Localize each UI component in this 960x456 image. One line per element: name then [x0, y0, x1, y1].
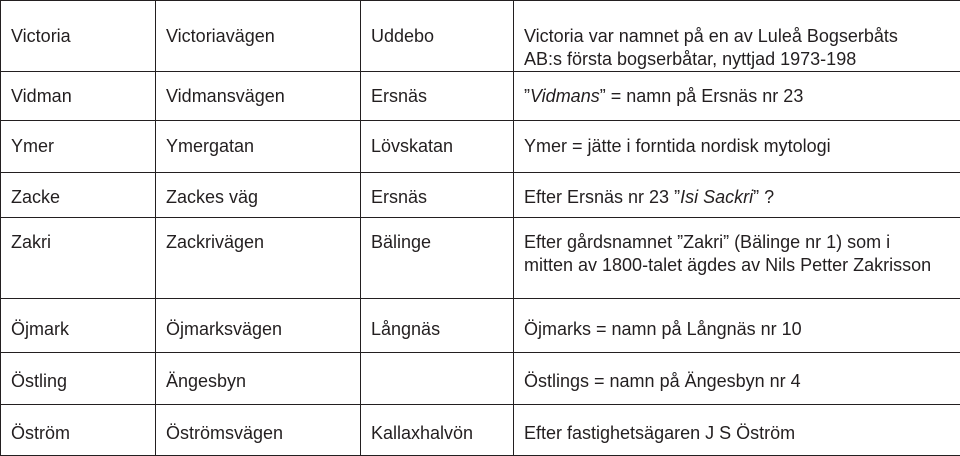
- description-line: Efter fastighetsägaren J S Öström: [524, 423, 796, 443]
- description-cell: [514, 405, 960, 456]
- street-cell: Zackrivägen: [156, 218, 361, 299]
- street-cell: Ymergatan: [156, 121, 361, 173]
- table-row: [1, 1, 960, 72]
- description-cell: [514, 218, 960, 299]
- street-cell: Öströmsvägen: [156, 405, 361, 456]
- description-line: AB:s första bogserbåtar, nyttjad 1973-198: [524, 49, 857, 69]
- street-cell: Öjmarksvägen: [156, 299, 361, 353]
- description-line: Östlings = namn på Ängesbyn nr 4: [524, 371, 801, 391]
- description-emphasis: Isi Sackri: [680, 187, 754, 207]
- area-cell: Långnäs: [361, 299, 514, 353]
- description-cell: [514, 173, 960, 218]
- description-text: ” ?: [753, 187, 775, 207]
- description-text: ”: [524, 86, 530, 106]
- table-row: [1, 72, 960, 121]
- area-cell: Ersnäs: [361, 173, 514, 218]
- area-cell: Bälinge: [361, 218, 514, 299]
- description-text: ” = namn på Ersnäs nr 23: [599, 86, 804, 106]
- area-cell: Lövskatan: [361, 121, 514, 173]
- description-cell: [514, 1, 960, 72]
- street-cell: Zackes väg: [156, 173, 361, 218]
- name-cell: Vidman: [1, 72, 156, 121]
- description-cell: [514, 299, 960, 353]
- description-line: Öjmarks = namn på Långnäs nr 10: [524, 319, 802, 339]
- street-cell: Vidmansvägen: [156, 72, 361, 121]
- table-row: [1, 121, 960, 173]
- description-cell: [514, 121, 960, 173]
- name-cell: Öström: [1, 405, 156, 456]
- name-cell: Zakri: [1, 218, 156, 299]
- area-cell: Kallaxhalvön: [361, 405, 514, 456]
- name-cell: Ymer: [1, 121, 156, 173]
- street-cell: Victoriavägen: [156, 1, 361, 72]
- description-line: Ymer = jätte i forntida nordisk mytologi: [524, 136, 831, 156]
- area-cell: Uddebo: [361, 1, 514, 72]
- street-cell: Ängesbyn: [156, 353, 361, 405]
- name-cell: Zacke: [1, 173, 156, 218]
- name-cell: Victoria: [1, 1, 156, 72]
- description-line: mitten av 1800-talet ägdes av Nils Petter Zakrisson: [524, 255, 932, 275]
- name-cell: Östling: [1, 353, 156, 405]
- table-row: [1, 299, 960, 353]
- area-cell: Ersnäs: [361, 72, 514, 121]
- table-row: [1, 405, 960, 456]
- table-row: [1, 353, 960, 405]
- description-emphasis: Vidmans: [530, 86, 600, 106]
- description-cell: [514, 353, 960, 405]
- table-row: [1, 218, 960, 299]
- description-text: Efter Ersnäs nr 23 ”: [524, 187, 681, 207]
- table-row: [1, 173, 960, 218]
- name-cell: Öjmark: [1, 299, 156, 353]
- description-cell: [514, 72, 960, 121]
- description-line: Victoria var namnet på en av Luleå Bogserbåts: [524, 26, 898, 46]
- description-line: Efter gårdsnamnet ”Zakri” (Bälinge nr 1) som i: [524, 232, 891, 252]
- area-cell: [361, 353, 514, 405]
